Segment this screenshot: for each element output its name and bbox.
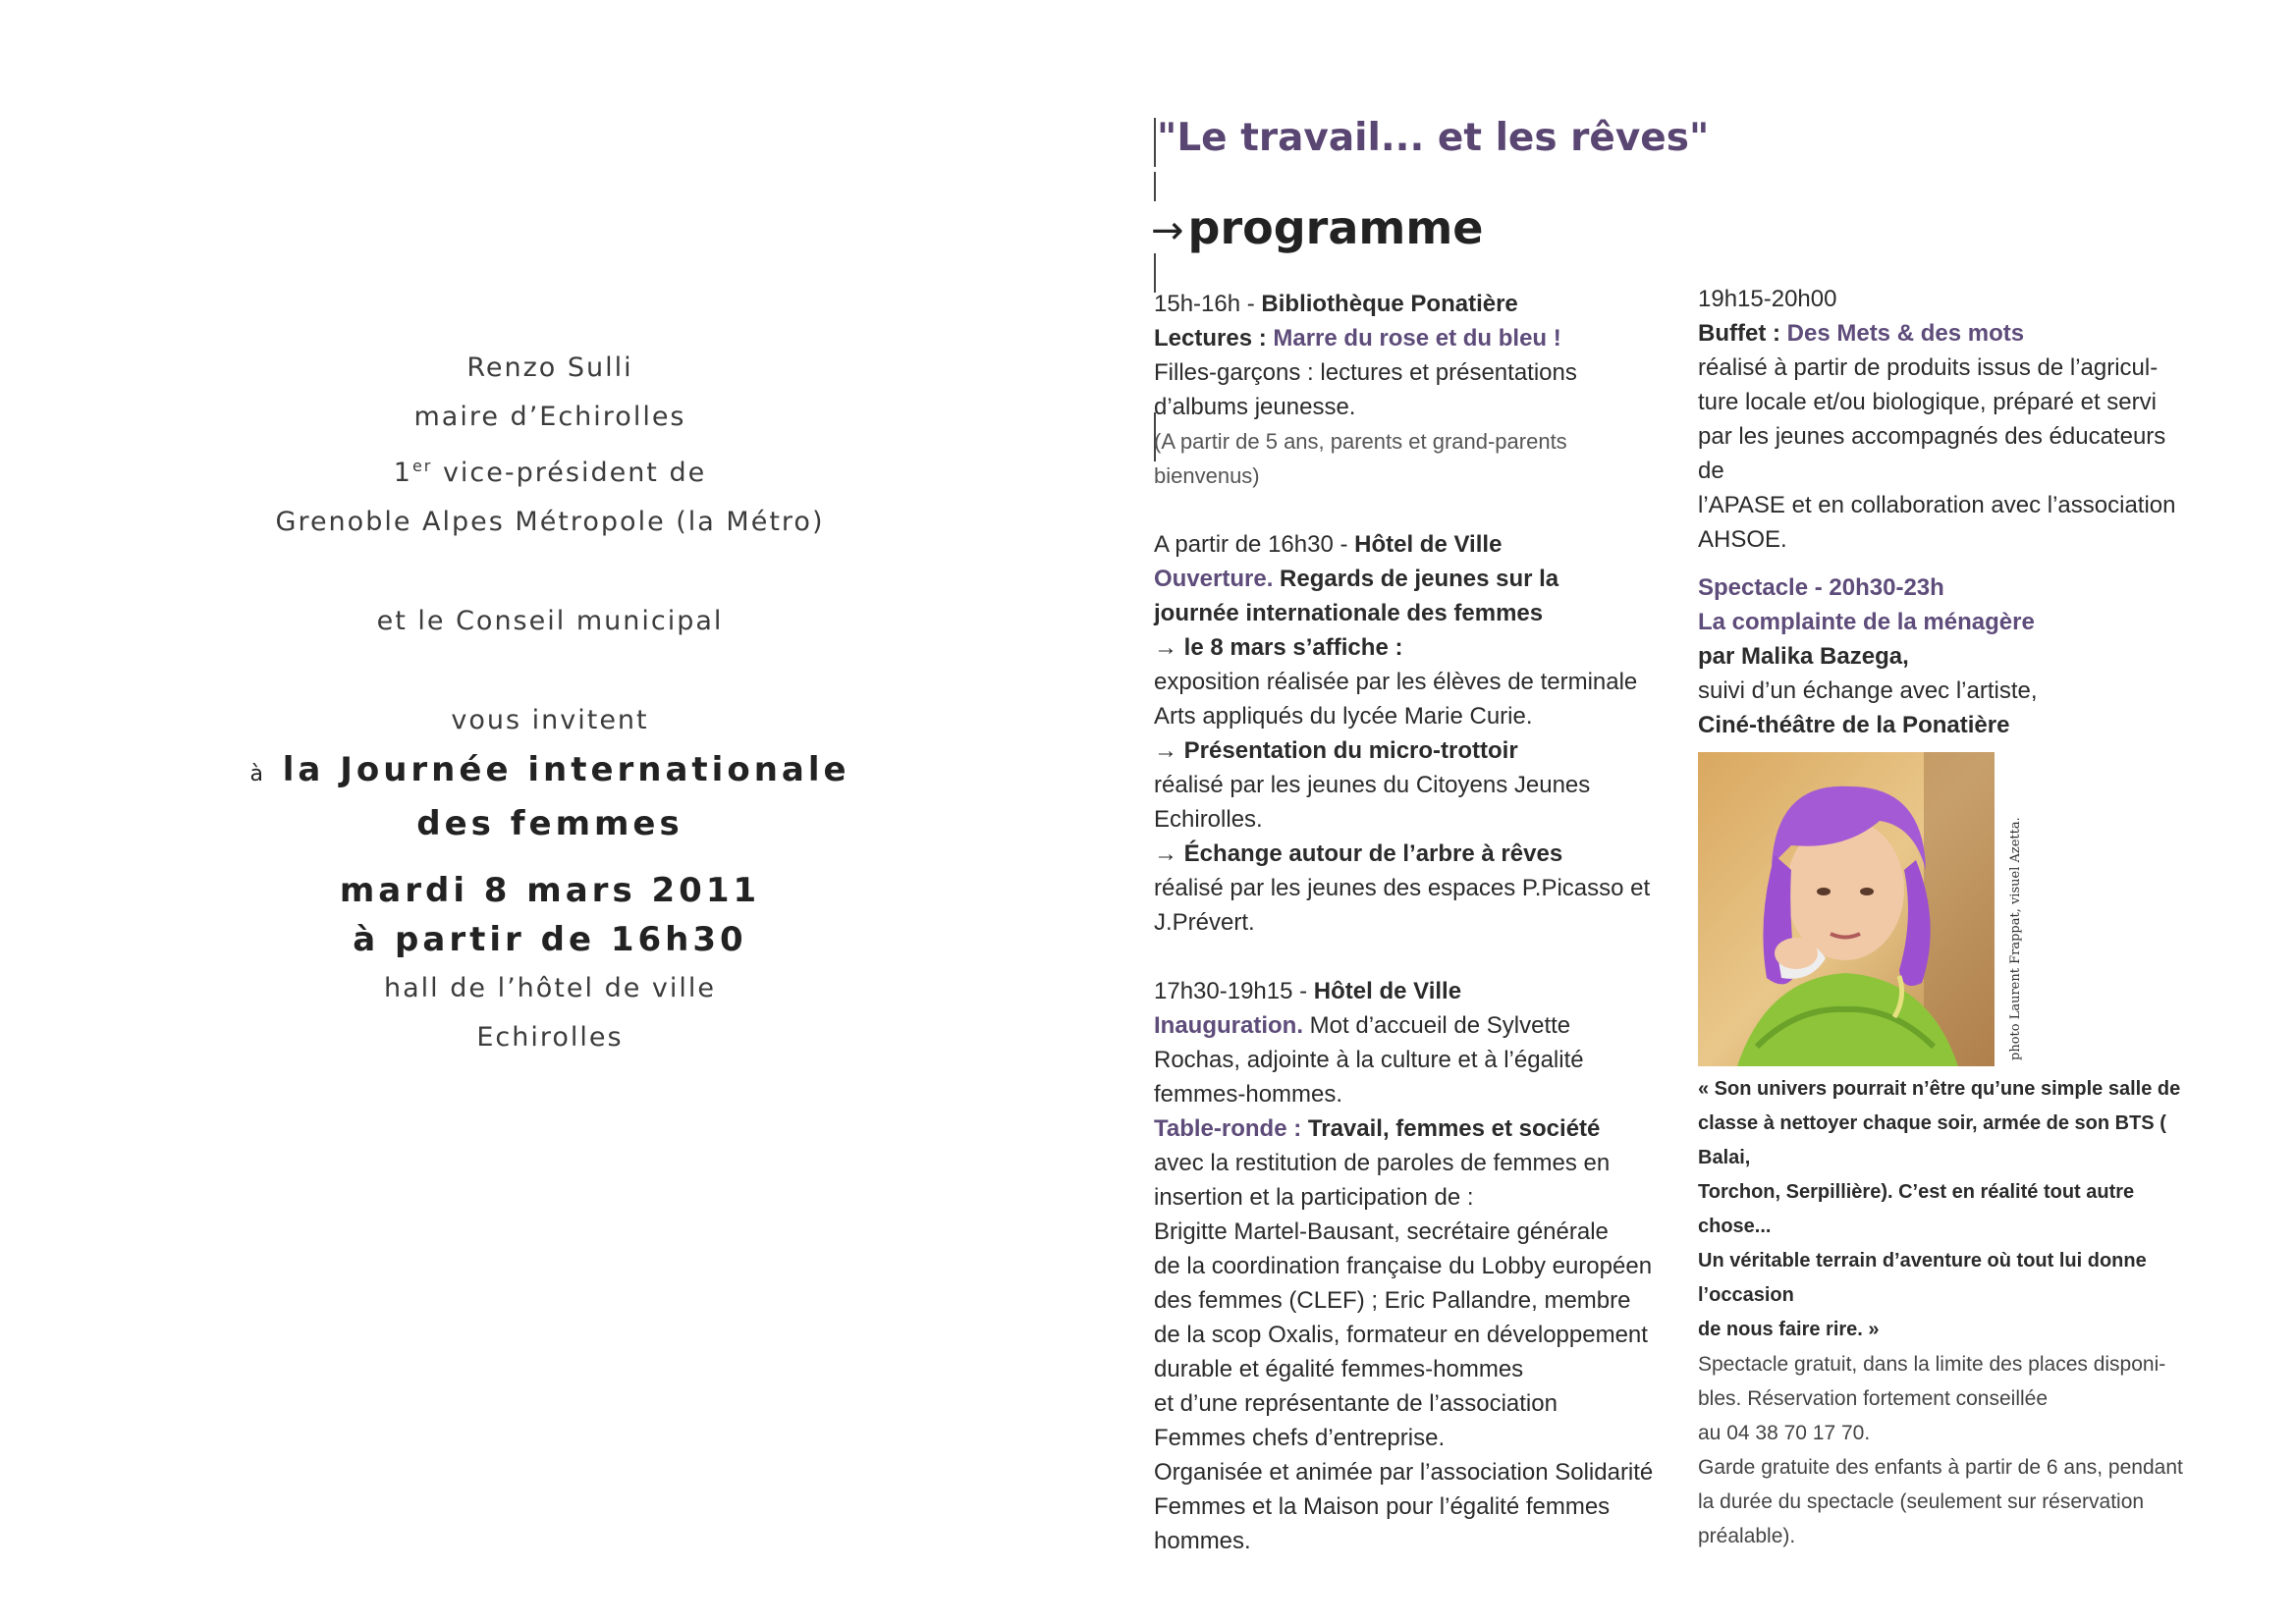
photo-credit: photo Laurent Frappat, visuel Azetta.: [2008, 817, 2023, 1060]
mayor-name: Renzo Sulli: [466, 352, 633, 383]
session-ouverture: A partir de 16h30 - Hôtel de Ville Ouverture. Regards de jeunes sur la journée internationale des femmes → le 8 mars s’affiche : exposition réalisée par les élèves de terminale Arts appliqués du lycée Marie Curie. → Présentation du micro-trottoir réalisé par les jeunes du Citoyens Jeunes Echirolles. → Échange autour de l’arbre à rêves réalisé par les jeunes des espaces P.Picasso et J.Prévert.: [1154, 531, 1651, 936]
performer-photo: [1698, 752, 1995, 1066]
arrow-icon: →: [1151, 208, 1184, 253]
invite-line: vous invitent: [451, 705, 649, 735]
council-line: et le Conseil municipal: [376, 606, 724, 636]
session-buffet: 19h15-20h00 Buffet : Des Mets & des mots réalisé à partir de produits issus de l’agricul- ture locale et/ou biologique, préparé et servi par les jeunes accompagnés des éducateurs de l’APASE et en collaboration avec l’association AHSOE.: [1698, 286, 2176, 553]
mayor-role: maire d’Echirolles: [413, 402, 686, 432]
program-column-1: [1154, 287, 1665, 1558]
event-date: mardi 8 mars 2011: [339, 871, 761, 910]
arrow-icon: →: [1154, 737, 1177, 764]
program-title: "Le travail... et les rêves": [1157, 116, 1710, 160]
session-inauguration: 17h30-19h15 - Hôtel de Ville Inauguration. Mot d’accueil de Sylvette Rochas, adjointe à la culture et à l’égalité femmes-hommes. Table-ronde : Travail, femmes et société avec la restitution de paroles de femmes en insertion et la participation de : Brigitte Martel-Bausant, secrétaire générale de la coordination française du Lobby européen des femmes (CLEF) ; Eric Pallandre, membre de la scop Oxalis, formateur en développement durable et égalité femmes-hommes et d’une représentante de l’association Femmes chefs d’entreprise. Organisée et animée par l’association Solidarité Femmes et la Maison pour l’égalité femmes hommes.: [1154, 978, 1654, 1554]
event-place: hall de l’hôtel de ville: [384, 973, 716, 1003]
vice-president-line: 1er vice-président de: [393, 457, 707, 488]
programme-heading: →programme: [1151, 201, 1484, 254]
event-title-line1: à la Journée internationale: [249, 750, 850, 789]
invitation-panel: [177, 344, 923, 1062]
arrow-icon: →: [1154, 840, 1177, 867]
program-column-2: [1698, 282, 2189, 1553]
arrow-icon: →: [1154, 634, 1177, 661]
event-city: Echirolles: [476, 1022, 624, 1053]
metropole-line: Grenoble Alpes Métropole (la Métro): [275, 507, 825, 537]
event-time: à partir de 16h30: [353, 920, 747, 959]
event-title-line2: des femmes: [416, 804, 683, 843]
session-spectacle: Spectacle - 20h30-23h La complainte de la ménagère par Malika Bazega, suivi d’un échange avec l’artiste, Ciné-théâtre de la Ponatière « Son univers pourrait n’être qu’une simple salle de classe à nettoyer chaque soir, armée de son BTS ( Balai, Torchon, Serpillière). C’est en réalité tout autre chose... Un véritable terrain d’aventure où tout lui donne l’occasion de nous faire rire. » Spectacle gratuit, dans la limite des places disponi- bles. Réservation fortement conseillée au 04 38 70 17 70. Garde gratuite des enfants à partir de 6 ans, pendant la durée du spectacle (seulement sur réservation préalable).: [1698, 574, 2183, 1547]
session-lectures: 15h-16h - Bibliothèque Ponatière Lectures : Marre du rose et du bleu ! Filles-garçons : lectures et présentations d’albums jeunesse. (A partir de 5 ans, parents et grand-parents bienvenus): [1154, 291, 1577, 488]
